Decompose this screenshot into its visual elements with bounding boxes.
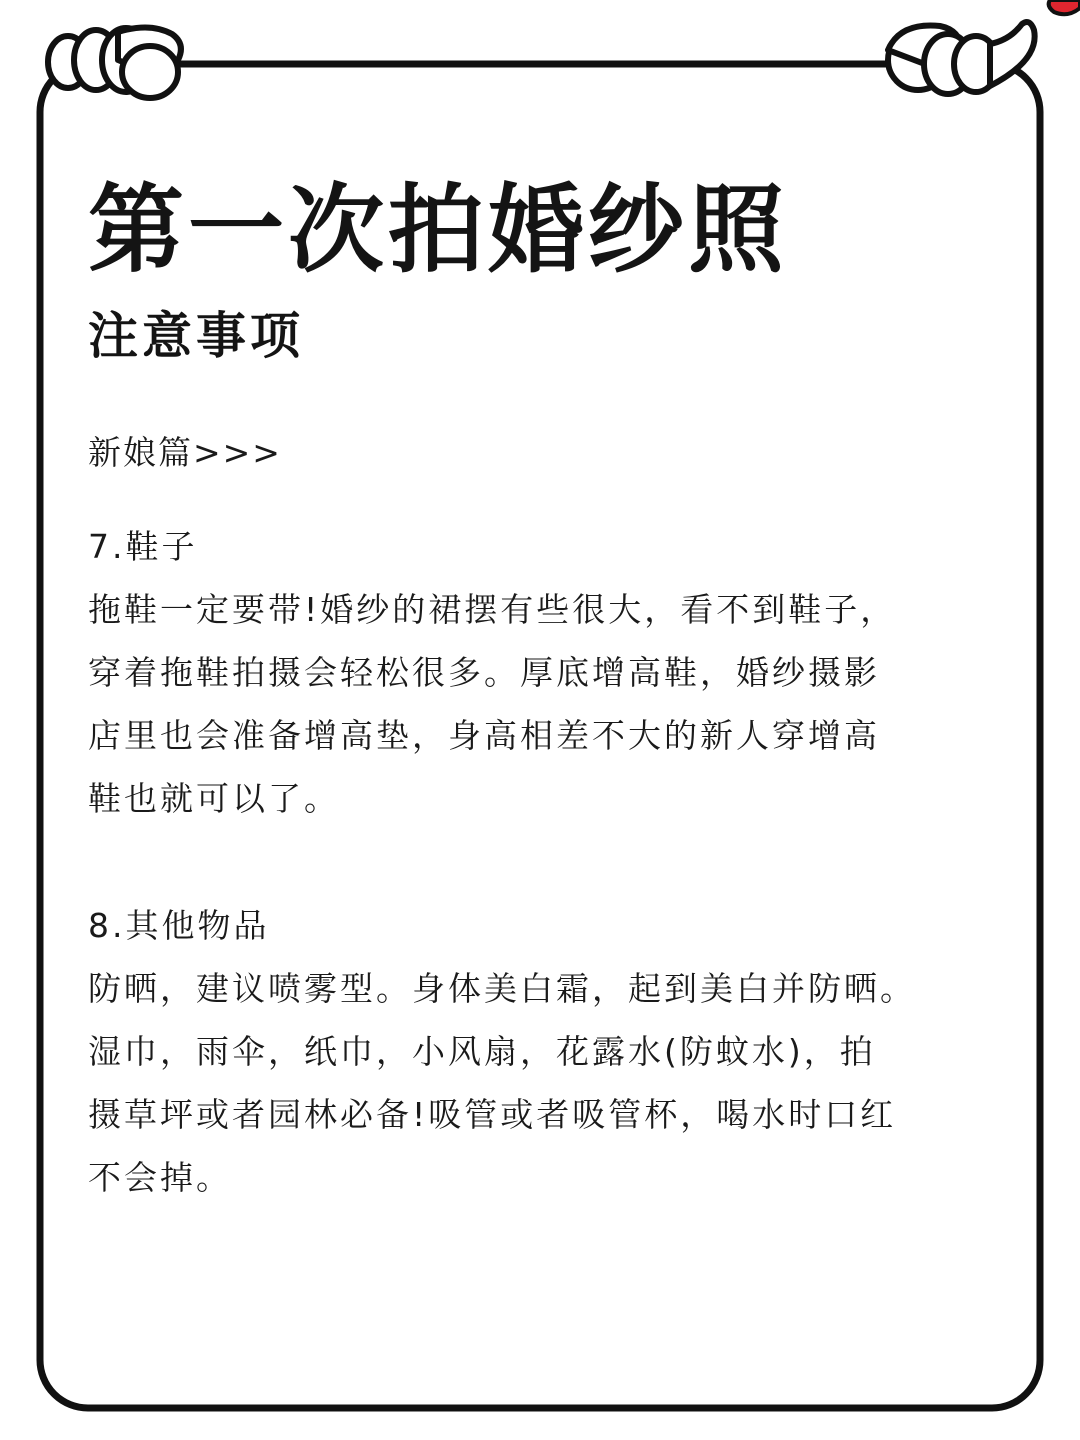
- tip-heading: 7.鞋子: [88, 527, 198, 566]
- tip-heading: 8.其他物品: [88, 906, 270, 945]
- tip-line: 湿巾，雨伞，纸巾，小风扇，花露水(防蚊水)，拍: [88, 1032, 876, 1071]
- right-hand-icon: [888, 22, 1035, 94]
- tip-line: 穿着拖鞋拍摄会轻松很多。厚底增高鞋，婚纱摄影: [88, 653, 880, 692]
- section-label: 新娘篇>>>: [88, 433, 282, 472]
- left-hand-icon: [48, 27, 181, 98]
- tip-line: 摄草坪或者园林必备!吸管或者吸管杯，喝水时口红: [88, 1095, 897, 1134]
- page-subtitle: 注意事项: [88, 307, 304, 365]
- heart-icon: [1049, 0, 1080, 14]
- tip-line: 防晒，建议喷雾型。身体美白霜，起到美白并防晒。: [88, 969, 916, 1008]
- tip-line: 不会掉。: [88, 1158, 232, 1197]
- tip-line: 拖鞋一定要带!婚纱的裙摆有些很大，看不到鞋子，: [88, 590, 897, 629]
- tip-block-shoes: [88, 516, 988, 830]
- tip-line: 鞋也就可以了。: [88, 779, 340, 818]
- tip-block-other-items: [88, 895, 988, 1209]
- page-title: 第一次拍婚纱照: [88, 174, 788, 286]
- tip-line: 店里也会准备增高垫，身高相差不大的新人穿增高: [88, 716, 880, 755]
